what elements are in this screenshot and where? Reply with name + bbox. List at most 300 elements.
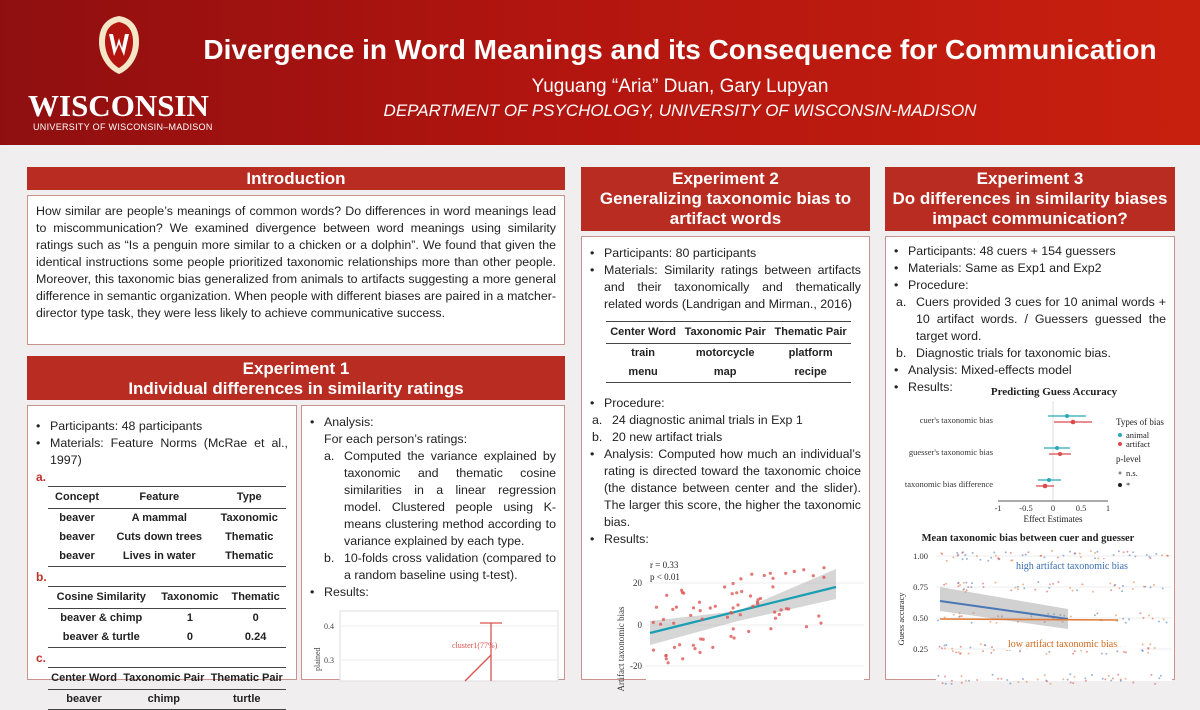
wisconsin-wordmark: WISCONSIN	[28, 88, 209, 123]
scatter-point	[751, 605, 754, 608]
mean-chart-point	[1154, 647, 1156, 649]
exp1-materials: • Materials: Feature Norms (McRae et al., 1997)	[36, 435, 288, 469]
scatter-point	[773, 611, 776, 614]
table-cell: Lives in water	[106, 547, 212, 567]
mean-chart-point	[966, 558, 968, 560]
table-header: Feature	[106, 487, 212, 509]
mean-chart-point	[965, 582, 967, 584]
exp2-participants: • Participants: 80 participants	[590, 245, 861, 262]
mean-chart-ytick: 0.50	[913, 613, 928, 623]
mean-chart-point	[1025, 554, 1027, 556]
mean-chart-point	[1062, 678, 1064, 680]
mean-chart-point	[1079, 553, 1081, 555]
mean-chart-point	[992, 674, 994, 676]
scatter-point	[659, 623, 662, 626]
mean-chart-point	[958, 585, 960, 587]
forest-xtick: 1	[1105, 503, 1111, 513]
exp2-scatter-chart	[588, 555, 866, 692]
mean-chart-point	[1086, 651, 1088, 653]
table-row	[48, 609, 286, 629]
mean-chart-point	[1142, 644, 1144, 646]
table-cell: beaver & chimp	[60, 612, 143, 624]
forest-xtick: 0	[1050, 503, 1056, 513]
table-row	[606, 363, 851, 383]
mean-chart-point	[1043, 556, 1045, 558]
table-row	[48, 628, 286, 648]
mean-chart-point	[1132, 551, 1134, 553]
legend-swatch-sig	[1118, 483, 1122, 487]
table-cell: 0.24	[225, 628, 286, 648]
forest-point-artifact	[1043, 484, 1048, 489]
exp1-table-b	[48, 586, 286, 648]
mean-chart-point	[1148, 615, 1150, 617]
list-item	[592, 412, 861, 429]
mean-chart-point	[1123, 551, 1125, 553]
scatter-point	[692, 606, 695, 609]
mean-chart-point	[1104, 678, 1106, 680]
mini-chart-ylabel: plained	[313, 647, 322, 671]
table-header: Taxonomic Pair	[680, 322, 770, 344]
mean-chart-point	[1012, 559, 1014, 561]
scatter-point	[769, 627, 772, 630]
mean-chart-ylabel: Guess accuracy	[896, 592, 906, 646]
table-cell: beaver	[48, 690, 120, 710]
mean-chart-point	[1094, 614, 1096, 616]
department: DEPARTMENT OF PSYCHOLOGY, UNIVERSITY OF WISCONSIN-MADISON	[383, 101, 977, 120]
mean-chart-point	[1048, 651, 1050, 653]
list-text: 10-folds cross validation (compared to a random baseline using t-test).	[344, 551, 556, 582]
scatter-point	[692, 644, 695, 647]
mean-chart-point	[1023, 587, 1025, 589]
scatter-point	[671, 608, 674, 611]
mean-chart-point	[962, 551, 964, 553]
table-header: Cosine Similarity	[48, 587, 155, 609]
scatter-point	[771, 585, 774, 588]
scatter-point	[780, 608, 783, 611]
exp3-box	[885, 236, 1175, 680]
mean-chart-point	[1017, 588, 1019, 590]
mean-chart-point	[937, 675, 939, 677]
mean-chart-point	[967, 586, 969, 588]
mean-chart-point	[1146, 554, 1148, 556]
scatter-point	[778, 613, 781, 616]
mean-chart-point	[1080, 556, 1082, 558]
exp1-analysis-label: • Analysis:	[324, 415, 374, 429]
scatter-point	[731, 592, 734, 595]
scatter-point	[736, 603, 739, 606]
forest-p-item: *	[1126, 480, 1131, 490]
mean-chart-point	[1037, 581, 1039, 583]
mean-chart-point	[1115, 614, 1117, 616]
mean-chart-point	[1072, 682, 1074, 684]
mean-chart-point	[1022, 584, 1024, 586]
table-cell: map	[680, 363, 770, 383]
scatter-point	[672, 622, 675, 625]
intro-text: How similar are people’s meanings of common words? Do differences in word meanings lead to miscommunication? We examined divergence between word meanings using similarity ratings such as “Is a penguin more similar to a chicken or a dolphin”. We found that given the identical instructions some people prioritized taxonomic relationships more than other people. Moreover, this taxonomic bias generalized from animals to artifacts suggesting a more general difference in semantic organization. When people with different biases are paired in a matcher-director type task, they were less likely to achieve communicative success.	[36, 204, 556, 320]
mean-chart-point	[1045, 653, 1047, 655]
scatter-point	[701, 618, 704, 621]
exp3-participants: • Participants: 48 cuers + 154 guessers	[894, 243, 1166, 260]
forest-point-animal	[1065, 414, 1069, 418]
mean-chart-point	[976, 555, 978, 557]
mean-chart-point	[961, 682, 963, 684]
table-cell: chimp	[120, 690, 207, 710]
mean-chart-point	[1150, 586, 1152, 588]
table-cell: beaver	[59, 531, 95, 543]
scatter-point	[747, 630, 750, 633]
mean-chart-point	[1143, 617, 1145, 619]
mean-bias-chart	[886, 529, 1174, 681]
scatter-point	[739, 577, 742, 580]
mean-chart-point	[1094, 552, 1096, 554]
exp1-right-box	[301, 405, 565, 680]
list-marker: b.	[324, 551, 335, 565]
exp3-results: • Results:	[894, 379, 1166, 396]
mean-chart-point	[1084, 677, 1086, 679]
mean-chart-point	[1001, 678, 1003, 680]
scatter-point	[774, 617, 777, 620]
scatter-point	[802, 568, 805, 571]
list-marker: a.	[592, 413, 603, 427]
mean-chart-point	[1108, 675, 1110, 677]
exp3-heading	[885, 167, 1175, 231]
exp1-label-c: c.	[36, 651, 47, 665]
mean-chart-point	[971, 622, 973, 624]
scatter-point	[750, 573, 753, 576]
exp2-analysis: • Analysis: Computed how much an individual’s rating is directed toward the taxonomic choice (the distance between center and the slider). The larger this score, the higher the taxonomic bias.	[590, 446, 861, 531]
mean-chart-point	[951, 648, 953, 650]
scatter-point	[819, 622, 822, 625]
scatter-point	[729, 611, 732, 614]
table-row	[606, 344, 851, 364]
mean-chart-point	[989, 621, 991, 623]
mean-chart-point	[1018, 681, 1020, 683]
scatter-point	[714, 605, 717, 608]
forest-plot	[886, 383, 1174, 531]
mean-chart-point	[1163, 619, 1165, 621]
mean-chart-point	[993, 552, 995, 554]
list-text: 20 new artifact trials	[612, 430, 723, 444]
scatter-point	[759, 597, 762, 600]
mean-chart-point	[1166, 555, 1168, 557]
list-marker: b.	[592, 430, 603, 444]
scatter-point	[673, 646, 676, 649]
list-item	[896, 345, 1166, 362]
scatter-point	[805, 625, 808, 628]
mean-chart-point	[995, 555, 997, 557]
mean-chart-point	[945, 644, 947, 646]
mean-chart-point	[1118, 587, 1120, 589]
mean-chart-point	[1052, 583, 1054, 585]
mean-chart-point	[1026, 681, 1028, 683]
forest-legend-item: animal	[1126, 430, 1150, 440]
mean-chart-point	[1048, 587, 1050, 589]
mean-chart-high-label: high artifact taxonomic bias	[1016, 561, 1128, 572]
mean-chart-point	[968, 680, 970, 682]
forest-point-artifact	[1071, 420, 1076, 425]
exp1-heading	[27, 356, 565, 400]
mean-chart-point	[1067, 679, 1069, 681]
mean-chart-point	[941, 647, 943, 649]
scatter-point	[769, 572, 772, 575]
mean-chart-point	[1081, 583, 1083, 585]
scatter-point	[732, 582, 735, 585]
mean-chart-point	[1112, 678, 1114, 680]
mean-chart-point	[968, 653, 970, 655]
table-cell: menu	[606, 363, 680, 383]
mean-chart-point	[969, 647, 971, 649]
mean-chart-point	[1109, 583, 1111, 585]
table-header: Thematic Pair	[208, 668, 286, 690]
table-cell: Cuts down trees	[116, 531, 203, 543]
mean-chart-point	[1114, 584, 1116, 586]
exp1-heading-title: Experiment 1	[242, 359, 350, 378]
mean-chart-point	[958, 651, 960, 653]
exp1-participants: • Participants: 48 participants	[36, 418, 288, 435]
mean-chart-point	[963, 582, 965, 584]
list-item	[896, 294, 1166, 345]
exp3-procedure-label: • Procedure:	[908, 278, 969, 292]
scatter-point	[793, 570, 796, 573]
mean-chart-point	[1070, 616, 1072, 618]
mean-chart-point	[940, 552, 942, 554]
mean-chart-point	[998, 558, 1000, 560]
exp1-heading-subtitle: Individual differences in similarity ratings	[128, 379, 464, 398]
mean-chart-point	[982, 650, 984, 652]
mini-chart-tick: 0.3	[324, 656, 334, 665]
mean-chart-point	[1122, 585, 1124, 587]
forest-point-animal	[1047, 478, 1051, 482]
mean-chart-point	[1166, 622, 1168, 624]
mean-chart-point	[1154, 683, 1156, 685]
legend-swatch-animal	[1118, 433, 1122, 437]
mean-chart-point	[1051, 550, 1053, 552]
mean-chart-point	[980, 643, 982, 645]
list-marker: b.	[896, 346, 907, 360]
mean-chart-point	[1147, 647, 1149, 649]
table-header: Center Word	[48, 668, 120, 690]
scatter-point	[665, 657, 668, 660]
mean-chart-point	[1049, 683, 1051, 685]
mean-chart-point	[1044, 674, 1046, 676]
scatter-point	[822, 576, 825, 579]
mean-chart-point	[1132, 682, 1134, 684]
table-row	[48, 509, 286, 529]
mean-chart-point	[1010, 552, 1012, 554]
table-row	[48, 547, 286, 567]
exp2-procedure-label: • Procedure:	[604, 396, 665, 410]
mean-chart-point	[997, 678, 999, 680]
scatter-r-label: r = 0.33	[650, 560, 679, 570]
mean-chart-point	[1085, 680, 1087, 682]
mean-chart-point	[1049, 583, 1051, 585]
mean-chart-point	[1126, 551, 1128, 553]
mean-chart-point	[1022, 554, 1024, 556]
scatter-point	[652, 649, 655, 652]
mean-chart-title: Mean taxonomic bias between cuer and guesser	[921, 533, 1135, 544]
poster-title: Divergence in Word Meanings and its Consequence for Communication	[203, 34, 1157, 65]
mean-chart-point	[1070, 682, 1072, 684]
table-cell: beaver	[48, 547, 106, 567]
scatter-point	[739, 613, 742, 616]
scatter-point	[667, 661, 670, 664]
scatter-point	[681, 657, 684, 660]
table-header: Center Word	[606, 322, 680, 344]
intro-heading: Introduction	[27, 167, 565, 190]
mean-chart-point	[991, 646, 993, 648]
scatter-ytick: 0	[637, 620, 642, 630]
scatter-point	[726, 616, 729, 619]
mean-chart-point	[1122, 618, 1124, 620]
exp2-heading-title: Experiment 2	[672, 169, 779, 188]
scatter-point	[763, 574, 766, 577]
mean-chart-point	[972, 552, 974, 554]
exp2-results: • Results:	[590, 531, 861, 548]
mean-chart-point	[1158, 677, 1160, 679]
mean-chart-point	[982, 583, 984, 585]
exp3-analysis: • Analysis: Mixed-effects model	[894, 362, 1166, 379]
mean-chart-point	[1096, 612, 1098, 614]
mean-chart-point	[1133, 581, 1135, 583]
mean-chart-point	[1058, 581, 1060, 583]
scatter-point	[655, 606, 658, 609]
table-row	[48, 690, 286, 710]
exp1-results: • Results:	[310, 584, 556, 601]
mean-chart-point	[971, 582, 973, 584]
list-text: Diagnostic trials for taxonomic bias.	[916, 346, 1111, 360]
scatter-point	[817, 614, 820, 617]
list-marker: a.	[324, 449, 335, 463]
mean-chart-point	[979, 559, 981, 561]
mean-chart-point	[944, 644, 946, 646]
mean-chart-point	[996, 622, 998, 624]
mean-chart-point	[942, 682, 944, 684]
mean-chart-point	[1072, 590, 1074, 592]
exp3-procedure	[894, 277, 1166, 362]
mean-chart-point	[1121, 590, 1123, 592]
mean-chart-point	[944, 676, 946, 678]
mean-chart-point	[1149, 643, 1151, 645]
mean-chart-point	[1069, 673, 1071, 675]
mean-chart-point	[1040, 555, 1042, 557]
scatter-point	[732, 627, 735, 630]
exp1-left-box	[27, 405, 297, 705]
mean-chart-point	[1141, 649, 1143, 651]
mean-chart-point	[1162, 588, 1164, 590]
mean-chart-point	[951, 680, 953, 682]
mean-chart-point	[946, 560, 948, 562]
scatter-point	[675, 606, 678, 609]
mean-chart-point	[1123, 651, 1125, 653]
forest-point-artifact	[1058, 452, 1062, 456]
mean-chart-point	[966, 589, 968, 591]
forest-row-label: cuer's taxonomic bias	[919, 415, 993, 425]
exp3-materials: • Materials: Same as Exp1 and Exp2	[894, 260, 1166, 277]
scatter-point	[756, 602, 759, 605]
mean-chart-point	[956, 552, 958, 554]
intro-box	[27, 195, 565, 345]
table-header: Thematic	[225, 587, 286, 609]
list-text: Cuers provided 3 cues for 10 animal words + 10 artifact words. / Guessers guessed the target word.	[916, 295, 1166, 343]
table-header: Type	[212, 487, 286, 509]
forest-legend-item: artifact	[1126, 439, 1151, 449]
table-header: Thematic Pair	[770, 322, 851, 344]
mean-chart-point	[1034, 589, 1036, 591]
scatter-point	[711, 646, 714, 649]
mean-chart-point	[1147, 652, 1149, 654]
mean-chart-point	[1074, 650, 1076, 652]
mean-chart-point	[1046, 591, 1048, 593]
scatter-ytick: -20	[630, 661, 642, 671]
forest-point-animal	[1055, 446, 1059, 450]
mean-chart-point	[1074, 553, 1076, 555]
mean-chart-low-label: low artifact taxonomic bias	[1008, 639, 1118, 650]
mean-chart-point	[1014, 587, 1016, 589]
table-cell: motorcycle	[695, 347, 755, 359]
mean-chart-ytick: 0.25	[913, 644, 928, 654]
mean-chart-point	[1143, 586, 1145, 588]
forest-legend-title: Types of bias	[1116, 417, 1164, 427]
mean-chart-point	[1028, 551, 1030, 553]
mean-chart-point	[995, 582, 997, 584]
mean-chart-point	[1129, 554, 1131, 556]
mean-chart-point	[1118, 550, 1120, 552]
scatter-point	[665, 594, 668, 597]
mean-chart-point	[1139, 612, 1141, 614]
mean-chart-point	[1110, 589, 1112, 591]
university-subtitle: UNIVERSITY OF WISCONSIN–MADISON	[33, 122, 213, 132]
exp1-analysis	[310, 414, 556, 584]
forest-xtick: -0.5	[1019, 503, 1033, 513]
table-cell: A mammal	[131, 512, 187, 524]
mean-chart-point	[953, 614, 955, 616]
list-item	[324, 550, 556, 584]
exp1-label-b: b.	[36, 570, 47, 584]
scatter-point	[652, 621, 655, 624]
table-header: Taxonomic	[155, 587, 226, 609]
scatter-point	[680, 589, 683, 592]
exp1-mini-chart	[310, 611, 560, 681]
mean-chart-point	[965, 680, 967, 682]
mean-chart-point	[1090, 550, 1092, 552]
mean-chart-point	[1076, 589, 1078, 591]
forest-xtick: 0.5	[1075, 503, 1087, 513]
table-cell: platform	[788, 347, 833, 359]
mean-chart-point	[1057, 556, 1059, 558]
mean-chart-point	[1102, 678, 1104, 680]
mean-chart-point	[1155, 553, 1157, 555]
mean-chart-point	[970, 586, 972, 588]
table-cell: 1	[186, 612, 193, 624]
scatter-point	[729, 635, 732, 638]
scatter-point	[662, 618, 665, 621]
mean-chart-point	[1125, 622, 1127, 624]
mean-chart-point	[1150, 674, 1152, 676]
exp1-table-a	[48, 486, 286, 567]
mean-chart-point	[1046, 680, 1048, 682]
mean-chart-point	[984, 644, 986, 646]
scatter-point	[689, 614, 692, 617]
mean-chart-point	[939, 646, 941, 648]
mean-chart-point	[1120, 680, 1122, 682]
scatter-point	[698, 601, 701, 604]
table-cell: turtle	[208, 690, 286, 710]
mean-chart-point	[955, 651, 957, 653]
scatter-point	[784, 572, 787, 575]
mean-chart-point	[945, 683, 947, 685]
mean-chart-point	[1110, 680, 1112, 682]
mean-chart-point	[1116, 650, 1118, 652]
